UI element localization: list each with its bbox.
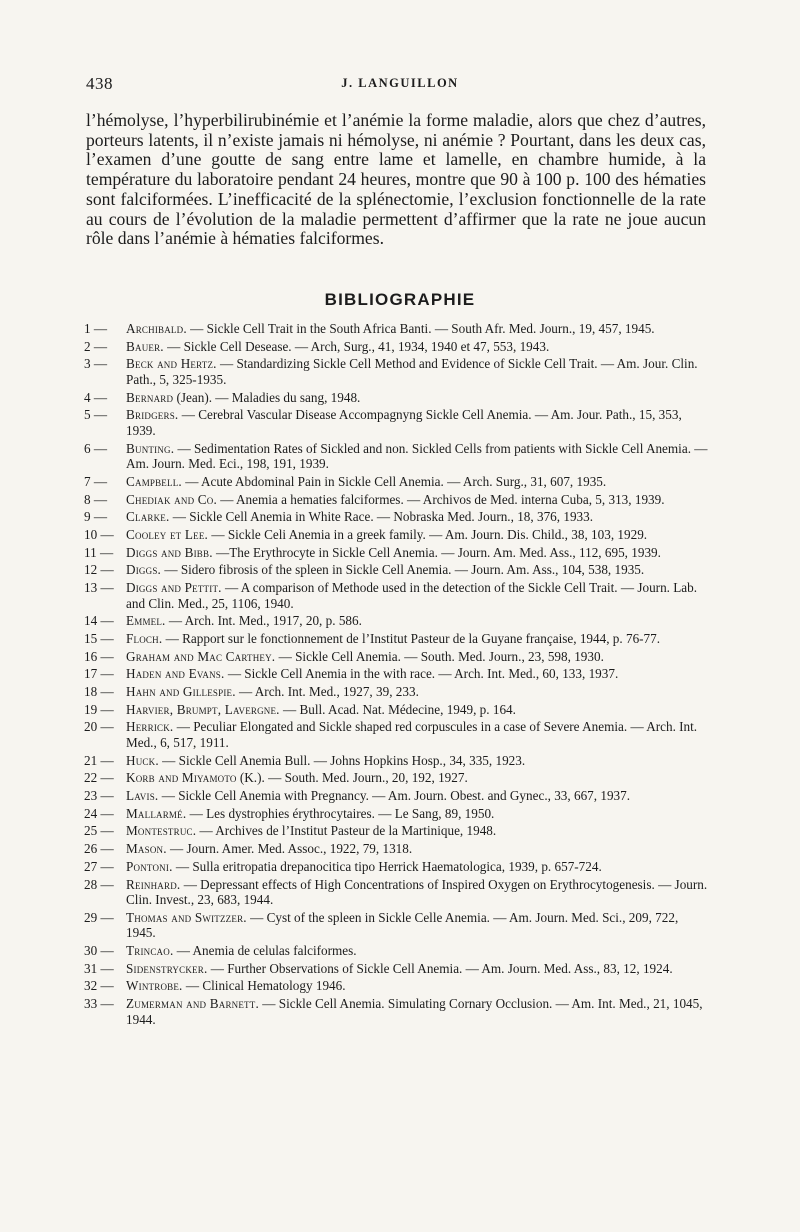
bibliography-entry [84,753,710,769]
entry-authors: Bridgers. [126,407,179,423]
entry-number: 22 — [84,770,114,786]
entry-body [126,562,710,578]
entry-body [126,841,710,857]
entry-authors: Diggs and Bibb. [126,544,213,560]
entry-authors: Reinhard. [126,876,181,892]
entry-citation: — Anemia a hematies falciformes. — Archivos de Med. interna Cuba, 5, 313, 1939. [216,491,665,507]
entry-number: 23 — [84,788,114,804]
entry-number: 13 — [84,580,114,596]
entry-authors: Thomas and Switzzer. [126,909,247,925]
entry-body [126,684,710,700]
entry-number: 17 — [84,666,114,682]
entry-citation: — Sulla eritropatia drepanocitica tipo Herrick Haematologica, 1939, p. 657-724. [172,858,602,874]
bibliography-entry [84,356,710,387]
entry-citation: — Archives de l’Institut Pasteur de la Martinique, 1948. [196,823,497,839]
entry-authors: Bernard [126,389,174,405]
bibliography-entry [84,978,710,994]
entry-citation: (K.). — South. Med. Journ., 20, 192, 1927. [236,770,468,786]
entry-body [126,666,710,682]
entry-citation: — Clinical Hematology 1946. [182,978,346,994]
bibliography-entry [84,545,710,561]
entry-citation: — Sickle Cell Anemia. Simulating Cornary Occlusion. — Am. Int. Med., 21, 1045, 1944. [126,996,703,1027]
bibliography-entry [84,702,710,718]
entry-citation: — Rapport sur le fonctionnement de l’Institut Pasteur de la Guyane française, 1944, p. 76-77. [162,631,661,646]
entry-body [126,339,710,355]
entry-body [126,770,710,786]
entry-authors: Bauer. [126,338,164,354]
entry-body [126,613,710,629]
entry-citation: — Sickle Celi Anemia in a greek family. — Am. Journ. Dis. Child., 38, 103, 1929. [208,526,648,542]
entry-citation: (Jean). — Maladies du sang, 1948. [173,389,361,405]
entry-body [126,806,710,822]
entry-citation: — Anemia de celulas falciformes. [173,943,357,959]
bibliography-entry [84,806,710,822]
entry-authors: Cooley et Lee. [126,526,209,542]
entry-authors: Wintrobe. [126,978,183,994]
entry-body [126,702,710,718]
entry-authors: Haden and Evans. [126,666,225,682]
entry-number: 21 — [84,752,114,768]
entry-number: 20 — [84,719,114,735]
entry-authors: Clarke. [126,509,170,525]
entry-number: 5 — [84,407,108,423]
entry-authors: Huck. [126,752,159,768]
bibliography-entry [84,649,710,665]
entry-body [126,356,710,387]
entry-number: 15 — [84,631,114,646]
entry-citation: — Cyst of the spleen in Sickle Celle Anemia. — Am. Journ. Med. Sci., 209, 722, 1945. [126,909,679,941]
bibliography-entry [84,613,710,629]
entry-number: 4 — [84,389,108,405]
entry-number: 31 — [84,960,114,976]
entry-body [126,492,710,508]
intro-paragraph-block [86,111,706,249]
bibliography-entry [84,859,710,875]
bibliography-entry [84,823,710,839]
entry-body [126,390,710,406]
entry-citation: —The Erythrocyte in Sickle Cell Anemia. — Journ. Am. Med. Ass., 112, 695, 1939. [212,544,661,560]
entry-body [126,474,710,490]
entry-authors: Herrick. [126,719,174,735]
bibliography-entry [84,562,710,578]
entry-authors: Pontoni. [126,858,173,874]
entry-number: 26 — [84,841,114,857]
entry-body [126,580,710,611]
bibliography-entry [84,339,710,355]
bibliography-entry [84,943,710,959]
entry-number: 3 — [84,356,108,372]
entry-authors: Bunting. [126,440,175,456]
entry-citation: — Cerebral Vascular Disease Accompagnyng Sickle Cell Anemia. — Am. Jour. Path., 15, 353, 1939. [126,407,682,438]
entry-citation: — Bull. Acad. Nat. Médecine, 1949, p. 164. [279,701,516,717]
entry-body [126,719,710,750]
entry-number: 11 — [84,544,114,560]
bibliography-entry [84,580,710,611]
entry-citation: — Arch. Int. Med., 1917, 20, p. 586. [165,613,362,629]
entry-authors: Korb and Miyamoto [126,770,237,786]
bibliography-entry [84,509,710,525]
entry-body [126,441,710,472]
entry-body [126,407,710,438]
entry-authors: Archibald. [126,321,187,336]
entry-number: 29 — [84,909,114,925]
entry-body [126,753,710,769]
entry-body [126,321,710,337]
entry-citation: — Sickle Cell Anemia with Pregnancy. — Am. Journ. Obest. and Gynec., 33, 667, 1937. [158,788,631,804]
entry-body [126,823,710,839]
entry-number: 18 — [84,684,114,700]
entry-authors: Floch. [126,631,163,646]
entry-citation: — Acute Abdominal Pain in Sickle Cell Anemia. — Arch. Surg., 31, 607, 1935. [181,473,607,489]
bibliography-entry [84,407,710,438]
entry-body [126,527,710,543]
bibliography-list [84,321,710,1029]
entry-citation: — Depressant effects of High Concentrations of Inspired Oxygen on Erythrocytogenesis. — Journ. Clin. Invest., 23, 683, 1944. [126,876,708,908]
entry-authors: Emmel. [126,613,166,629]
entry-number: 8 — [84,491,108,507]
running-head: J. LANGUILLON [341,76,459,90]
bibliography-entry [84,321,710,337]
entry-citation: — Sickle Cell Anemia. — South. Med. Journ., 23, 598, 1930. [275,648,604,664]
entry-body [126,545,710,561]
entry-authors: Harvier, Brumpt, Lavergne. [126,701,280,717]
entry-citation: — Sickle Cell Anemia in White Race. — Nobraska Med. Journ., 18, 376, 1933. [169,509,594,525]
entry-authors: Chediak and Co. [126,491,217,507]
entry-body [126,877,710,908]
entry-authors: Sidenstrycker. [126,960,208,976]
entry-number: 9 — [84,509,108,525]
bibliography-entry [84,770,710,786]
entry-body [126,649,710,665]
entry-number: 10 — [84,526,114,542]
entry-number: 2 — [84,338,108,354]
entry-authors: Campbell. [126,473,182,489]
entry-authors: Diggs and Pettit. [126,580,222,596]
entry-authors: Trincao. [126,943,174,959]
entry-citation: — Sickle Cell Trait in the South Africa Banti. — South Afr. Med. Journ., 19, 457, 1945. [186,321,655,336]
page-number: 438 [86,74,113,93]
entry-body [126,943,710,959]
entry-citation: — Standardizing Sickle Cell Method and Evidence of Sickle Cell Trait. — Am. Jour. Clin. Path., 5, 325-1935. [126,356,698,387]
entry-authors: Graham and Mac Carthey. [126,648,276,664]
bibliography-entry [84,841,710,857]
entry-number: 16 — [84,648,114,664]
entry-number: 1 — [84,321,108,336]
entry-citation: — Arch. Int. Med., 1927, 39, 233. [235,684,419,700]
entry-body [126,509,710,525]
entry-citation: — Journ. Amer. Med. Assoc., 1922, 79, 1318. [166,841,413,857]
entry-authors: Hahn and Gillespie. [126,684,236,700]
bibliography-entry [84,390,710,406]
entry-citation: — Further Observations of Sickle Cell Anemia. — Am. Journ. Med. Ass., 83, 12, 1924. [207,960,673,976]
bibliography-entry [84,492,710,508]
bibliography-entry [84,666,710,682]
entry-number: 30 — [84,943,114,959]
entry-citation: — Les dystrophies érythrocytaires. — Le Sang, 89, 1950. [186,805,495,821]
bibliography-entry [84,910,710,941]
entry-number: 28 — [84,876,114,892]
entry-number: 32 — [84,978,114,994]
entry-number: 7 — [84,473,108,489]
entry-authors: Diggs. [126,562,162,578]
entry-body [126,996,710,1027]
entry-authors: Zumerman and Barnett. [126,996,259,1012]
bibliography-entry [84,719,710,750]
bibliography-entry [84,684,710,700]
entry-number: 12 — [84,562,114,578]
entry-citation: — Sidero fibrosis of the spleen in Sickle Cell Anemia. — Journ. Am. Ass., 104, 538, 1935. [161,562,645,578]
entry-body [126,961,710,977]
entry-citation: — Sedimentation Rates of Sickled and non. Sickled Cells from patients with Sickle Cell Anemia. — Am. Journ. Med. Eci., 198, 191, 1939. [126,440,708,472]
entry-citation: — Sickle Cell Anemia Bull. — Johns Hopkins Hosp., 34, 335, 1923. [158,752,526,768]
entry-authors: Beck and Hertz. [126,356,217,372]
entry-body [126,859,710,875]
bibliography-entry [84,631,710,647]
bibliography-entry [84,788,710,804]
entry-body [126,978,710,994]
entry-citation: — Peculiar Elongated and Sickle shaped red corpuscules in a case of Severe Anemia. — Arch. Int. Med., 6, 517, 1911. [126,719,698,751]
entry-body [126,631,710,647]
entry-number: 6 — [84,440,108,456]
bibliography-heading: BIBLIOGRAPHIE [324,290,476,309]
entry-number: 19 — [84,701,114,717]
bibliography-entry [84,527,710,543]
entry-citation: — Sickle Cell Anemia in the with race. — Arch. Int. Med., 60, 133, 1937. [224,666,619,682]
bibliography-entry [84,961,710,977]
entry-authors: Mason. [126,841,167,857]
bibliography-entry [84,441,710,472]
bibliography-entry [84,996,710,1027]
entry-body [126,788,710,804]
entry-authors: Montestruc. [126,823,197,839]
intro-paragraph: l’hémolyse, l’hyperbilirubinémie et l’anémie la forme maladie, alors que chez d’autres, porteurs latents, il n’existe jamais ni hémolyse, ni anémie ? Pourtant, dans les deux cas, l’examen d’une goutte de sang entre lame et lamelle, en chambre humide, à la température du laboratoire pendant 24 heures, montre que 90 à 100 p. 100 des hématies sont falciformées. L’inefficacité de la splénectomie, l’exclusion fonctionnelle de la rate au cours de l’évolution de la maladie permettent d’affirmer que la rate ne joue aucun rôle dans l’anémie à hématies falciformes. [86,110,706,249]
entry-authors: Lavis. [126,788,159,804]
entry-authors: Mallarmé. [126,805,187,821]
bibliography-entry [84,877,710,908]
entry-number: 14 — [84,613,114,629]
entry-number: 27 — [84,858,114,874]
entry-citation: — A comparison of Methode used in the detection of the Sickle Cell Trait. — Journ. Lab. and Clin. Med., 25, 1106, 1940. [126,580,698,611]
entry-number: 33 — [84,996,114,1012]
entry-number: 25 — [84,823,114,839]
entry-citation: — Sickle Cell Desease. — Arch, Surg., 41, 1934, 1940 et 47, 553, 1943. [163,338,550,354]
entry-number: 24 — [84,805,114,821]
bibliography-entry [84,474,710,490]
entry-body [126,910,710,941]
